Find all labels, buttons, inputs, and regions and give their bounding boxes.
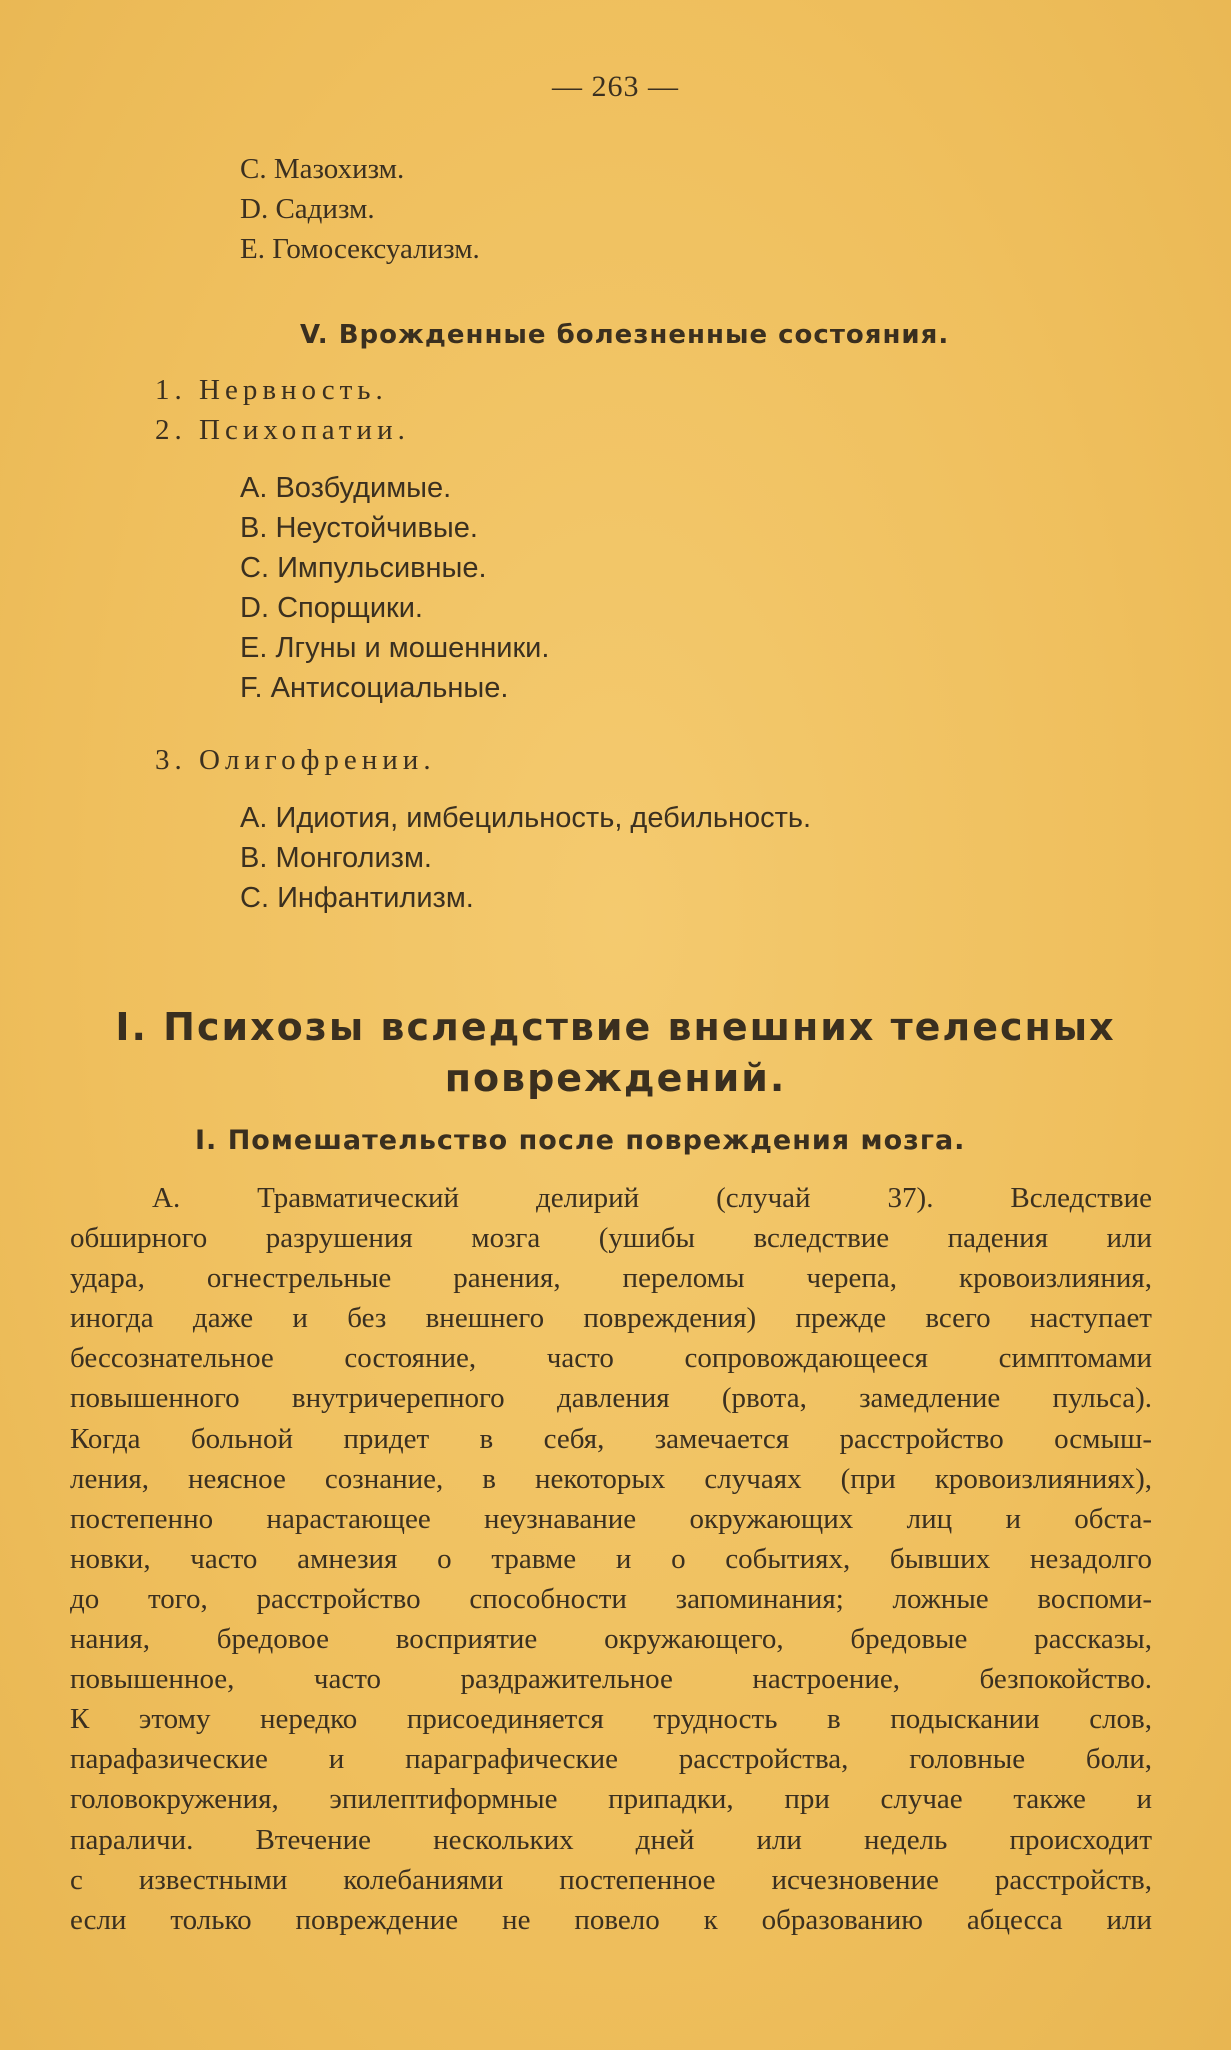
paragraph-line: бессознательное состояние, часто сопровождающееся симптомами [70, 1342, 1152, 1375]
paragraph-line: А. Травматический делирий (случай 37). Вследствие [152, 1182, 1152, 1214]
list-item [240, 554, 487, 583]
paragraph-line: новки, часто амнезия о травме и о событиях, бывших незадолго [70, 1542, 1152, 1575]
list-item-letter: C. [240, 882, 269, 914]
numbered-item-2: 2. Психопатии. [155, 414, 410, 446]
list-item-text: Садизм. [275, 193, 375, 225]
list-item-letter: A. [240, 802, 268, 834]
list-item-letter: C. [240, 153, 267, 185]
list-item [240, 514, 478, 543]
chapter-heading-line-2: повреждений. [444, 1056, 787, 1100]
list-item [240, 195, 375, 224]
paragraph-line: до того, расстройство способности запоминания; ложные воспоми- [70, 1582, 1152, 1615]
list-item-letter: C. [240, 552, 269, 584]
paragraph-line: если только повреждение не повело к образованию абцесса или [70, 1903, 1152, 1936]
list-item-letter: E. [240, 632, 268, 664]
chapter-heading-line-1: I. Психозы вследствие внешних телесных [115, 1005, 1116, 1049]
paragraph-line: нания, бредовое восприятие окружающего, бредовые рассказы, [70, 1623, 1152, 1656]
list-item [240, 844, 432, 873]
page-number: — 263 — [552, 70, 679, 103]
list-item-text: Неустойчивые. [275, 512, 478, 544]
paragraph-line: ления, неясное сознание, в некоторых случаях (при кровоизлияниях), [70, 1462, 1152, 1495]
list-item [240, 804, 811, 833]
list-item-text: Возбудимые. [275, 472, 452, 504]
paragraph-line: с известными колебаниями постепенное исчезновение расстройств, [70, 1863, 1152, 1896]
paragraph-line: К этому нередко присоединяется трудность в подыскании слов, [70, 1703, 1152, 1736]
paragraph [70, 1178, 1152, 1940]
list-item-letter: E. [240, 233, 265, 265]
list-item-text: Спорщики. [277, 592, 423, 624]
paragraph-line: парафазические и параграфические расстройства, головные боли, [70, 1743, 1152, 1776]
list-item-letter: B. [240, 842, 268, 874]
list-item-letter: D. [240, 592, 269, 624]
paragraph-line: постепенно нарастающее неузнавание окружающих лиц и обста- [70, 1502, 1152, 1535]
paragraph-line: обширного разрушения мозга (ушибы вследствие падения или [70, 1222, 1152, 1255]
subsection-heading: I. Помешательство после повреждения мозга. [195, 1125, 966, 1156]
list-item [240, 155, 404, 184]
list-item [240, 235, 480, 264]
list-item-text: Мазохизм. [273, 153, 405, 185]
list-item-text: Инфантилизм. [277, 882, 474, 914]
list-item-text: Лгуны и мошенники. [275, 632, 550, 664]
paragraph-line: иногда даже и без внешнего повреждения) прежде всего наступает [70, 1302, 1152, 1335]
paragraph-line: повышенного внутричерепного давления (рвота, замедление пульса). [70, 1382, 1152, 1415]
list-item [240, 634, 549, 663]
numbered-item-3: 3. Олигофрении. [155, 744, 436, 776]
list-item-letter: F. [240, 672, 263, 704]
list-item-text: Антисоциальные. [270, 672, 509, 704]
list-item [240, 594, 423, 623]
list-item-letter: D. [240, 193, 269, 225]
list-item [240, 474, 451, 503]
list-item-text: Импульсивные. [277, 552, 487, 584]
paragraph-line: параличи. Втечение нескольких дней или недель происходит [70, 1823, 1152, 1856]
list-item-text: Монголизм. [275, 842, 432, 874]
list-item-letter: B. [240, 512, 268, 544]
paragraph-line: удара, огнестрельные ранения, переломы черепа, кровоизлияния, [70, 1262, 1152, 1295]
list-item [240, 884, 474, 913]
paragraph-line: Когда больной придет в себя, замечается расстройство осмыш- [70, 1422, 1152, 1455]
paragraph-line: головокружения, эпилептиформные припадки, при случае также и [70, 1783, 1152, 1816]
list-item-text: Идиотия, имбецильность, дебильность. [275, 802, 812, 834]
list-item [240, 674, 508, 703]
section-v-title: V. Врожденные болезненные состояния. [300, 320, 950, 350]
paragraph-line: повышенное, часто раздражительное настроение, безпокойство. [70, 1663, 1152, 1696]
list-item-letter: A. [240, 472, 268, 504]
numbered-item-1: 1. Нервность. [155, 374, 388, 406]
list-item-text: Гомосексуализм. [272, 233, 480, 265]
